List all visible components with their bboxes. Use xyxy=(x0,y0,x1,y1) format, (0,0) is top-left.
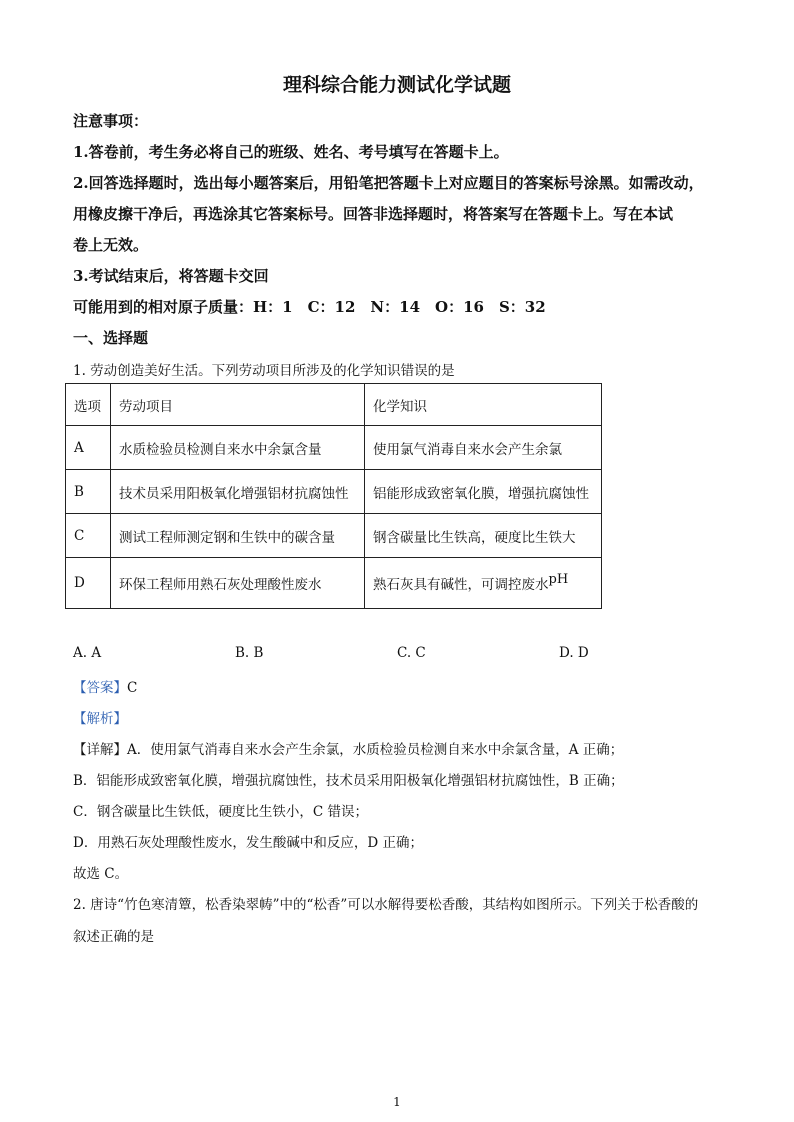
table-cell xyxy=(365,558,602,609)
page-number: 1 xyxy=(393,1095,401,1109)
table-cell: 水质检验员检测自来水中余氯含量 xyxy=(111,426,365,470)
conclusion-line: 故选 C。 xyxy=(73,866,129,882)
notice-item-2-line-2: 用橡皮擦干净后，再选涂其它答案标号。回答非选择题时，将答案写在答题卡上。写在本试 xyxy=(73,205,674,223)
answer-value: C xyxy=(127,680,138,696)
table-cell: 测试工程师测定钢和生铁中的碳含量 xyxy=(111,514,365,558)
table-cell: 使用氯气消毒自来水会产生余氯 xyxy=(365,426,602,470)
notice-item-3: 3.考试结束后，将答题卡交回 xyxy=(73,267,269,285)
table-row xyxy=(66,514,602,558)
table-header-cell: 化学知识 xyxy=(365,384,602,426)
table-header-cell: 劳动项目 xyxy=(111,384,365,426)
atomic-mass-line: 可能用到的相对原子质量：H：1 C：12 N：14 O：16 S：32 xyxy=(73,298,546,316)
table-row xyxy=(66,470,602,514)
analysis-tag: 【解析】 xyxy=(73,711,127,727)
question-2-stem-line-1: 2. 唐诗“竹色寒清簟，松香染翠帱”中的“松香”可以水解得要松香酸，其结构如图所示。下列关于松香酸的 xyxy=(73,897,699,913)
table-cell: 铝能形成致密氧化膜，增强抗腐蚀性 xyxy=(365,470,602,514)
table-cell: A xyxy=(66,426,111,470)
table-cell: C xyxy=(66,514,111,558)
option-c: C. C xyxy=(397,645,426,661)
question-1-stem: 1. 劳动创造美好生活。下列劳动项目所涉及的化学知识错误的是 xyxy=(73,363,455,379)
detail-line-a xyxy=(73,738,623,758)
detail-text-a: A．使用氯气消毒自来水会产生余氯，水质检验员检测自来水中余氯含量，A 正确； xyxy=(127,742,624,758)
table-header-row xyxy=(66,384,602,426)
detail-line-b: B．铝能形成致密氧化膜，增强抗腐蚀性，技术员采用阳极氧化增强铝材抗腐蚀性，B 正确； xyxy=(73,773,624,789)
notice-item-2-line-1: 2.回答选择题时，选出每小题答案后，用铅笔把答题卡上对应题目的答案标号涂黑。如需改动， xyxy=(73,174,704,192)
ph-symbol: pH xyxy=(548,572,569,587)
question-1-table xyxy=(65,383,602,609)
table-row xyxy=(66,558,602,609)
table-cell: 钢含碳量比生铁高，硬度比生铁大 xyxy=(365,514,602,558)
option-b: B. B xyxy=(235,645,264,661)
detail-line-c: C．钢含碳量比生铁低，硬度比生铁小，C 错误； xyxy=(73,804,368,820)
table-row xyxy=(66,426,602,470)
table-cell: D xyxy=(66,558,111,609)
answer-tag: 【答案】 xyxy=(73,680,127,696)
table-cell: 技术员采用阳极氧化增强铝材抗腐蚀性 xyxy=(111,470,365,514)
page-title: 理科综合能力测试化学试题 xyxy=(282,74,511,96)
detail-tag: 【详解】 xyxy=(73,742,127,758)
table-header-cell: 选项 xyxy=(66,384,111,426)
table-cell: B xyxy=(66,470,111,514)
option-d: D. D xyxy=(559,645,589,661)
question-2-stem-line-2: 叙述正确的是 xyxy=(73,929,154,945)
table-cell: 环保工程师用熟石灰处理酸性废水 xyxy=(111,558,365,609)
table-cell-text: 熟石灰具有碱性，可调控废水 xyxy=(373,577,549,593)
answer-line xyxy=(73,676,137,696)
notice-item-1: 1.答卷前，考生务必将自己的班级、姓名、考号填写在答题卡上。 xyxy=(73,143,509,161)
notice-item-2-line-3: 卷上无效。 xyxy=(73,236,149,254)
detail-line-d: D．用熟石灰处理酸性废水，发生酸碱中和反应，D 正确； xyxy=(73,835,423,851)
section-heading: 一、选择题 xyxy=(73,329,149,347)
option-a: A. A xyxy=(73,645,102,661)
notice-heading: 注意事项： xyxy=(73,112,149,130)
